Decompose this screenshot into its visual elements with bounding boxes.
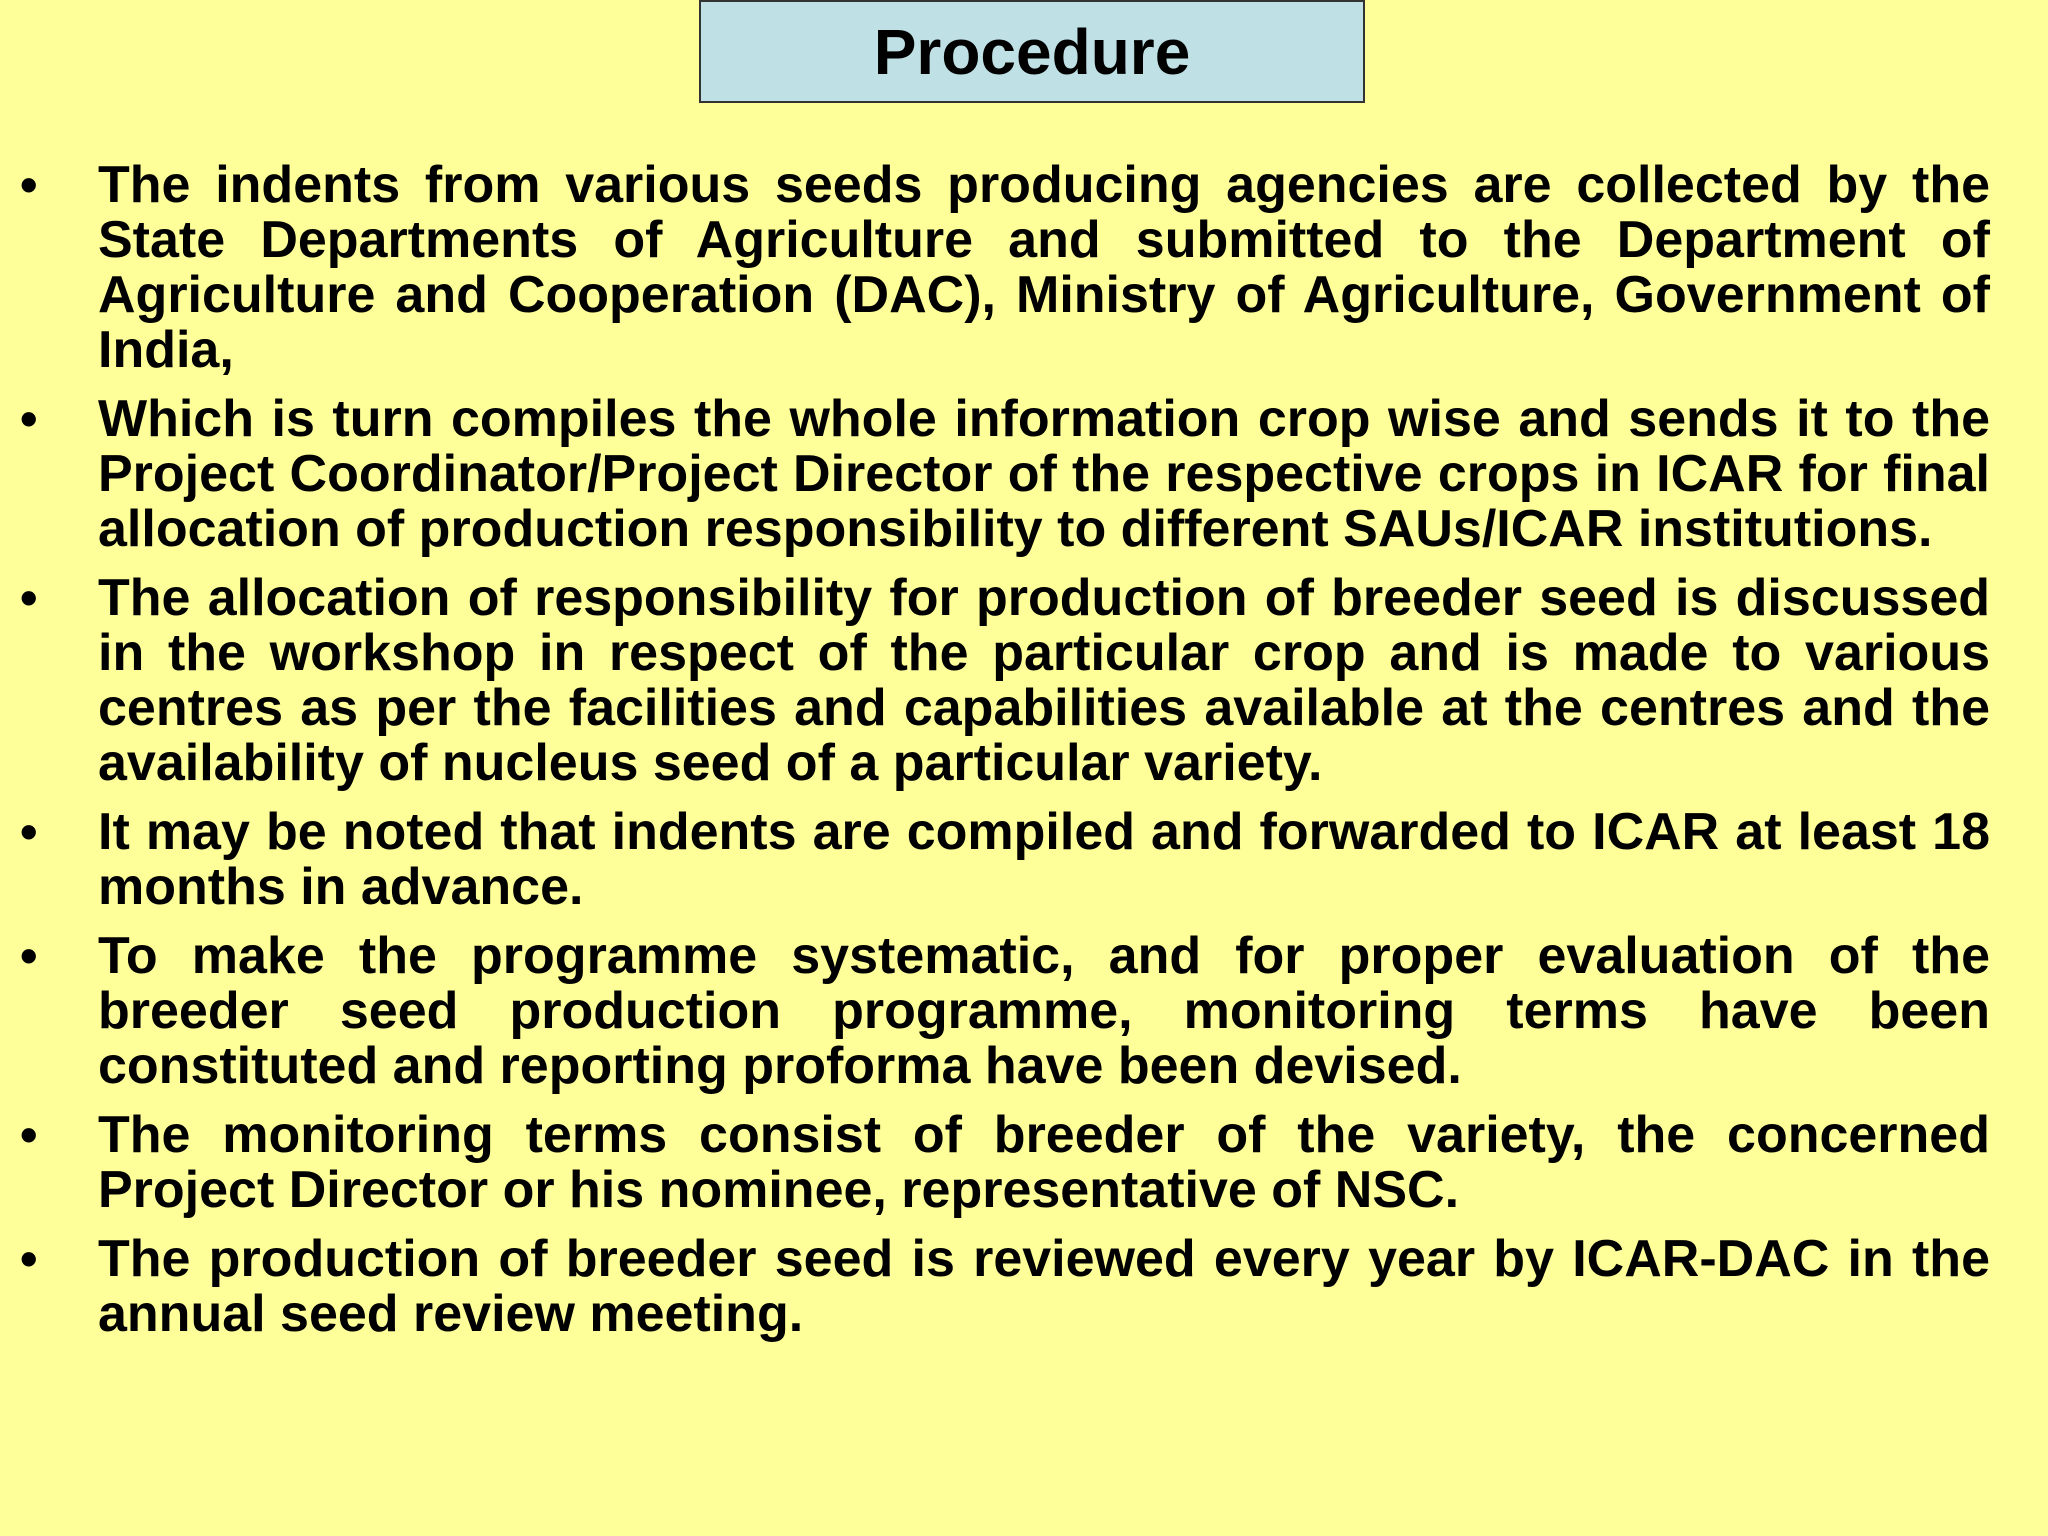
bullet-icon: • — [20, 804, 38, 860]
bullet-list — [0, 158, 2048, 1356]
bullet-text: It may be noted that indents are compiled and forwarded to ICAR at least 18 months in advance. — [98, 803, 1990, 916]
bullet-text: To make the programme systematic, and for proper evaluation of the breeder seed production programme, monitoring terms have been constituted and reporting proforma have been devised. — [98, 927, 1990, 1095]
bullet-icon: • — [20, 391, 38, 447]
bullet-icon: • — [20, 570, 38, 626]
list-item — [0, 929, 2048, 1094]
list-item — [0, 571, 2048, 791]
bullet-text: The allocation of responsibility for production of breeder seed is discussed in the workshop in respect of the particular crop and is made to various centres as per the facilities and capabilities available at the centres and the availability of nucleus seed of a particular variety. — [98, 569, 1990, 792]
bullet-icon: • — [20, 1107, 38, 1163]
list-item — [0, 1232, 2048, 1342]
bullet-text: The monitoring terms consist of breeder of the variety, the concerned Project Director or his nominee, representative of NSC. — [98, 1106, 1990, 1219]
slide-title: Procedure — [873, 15, 1191, 88]
title-box — [699, 0, 1365, 103]
bullet-icon: • — [20, 1231, 38, 1287]
bullet-text: The indents from various seeds producing agencies are collected by the State Departments of Agriculture and submitted to the Department of Agriculture and Cooperation (DAC), Ministry of Agriculture, Government of India, — [98, 156, 1990, 379]
bullet-text: The production of breeder seed is reviewed every year by ICAR-DAC in the annual seed review meeting. — [98, 1230, 1990, 1343]
list-item — [0, 805, 2048, 915]
list-item — [0, 392, 2048, 557]
bullet-icon: • — [20, 157, 38, 213]
list-item — [0, 158, 2048, 378]
bullet-text: Which is turn compiles the whole information crop wise and sends it to the Project Coordinator/Project Director of the respective crops in ICAR for final allocation of production responsibility to different SAUs/ICAR institutions. — [98, 390, 1990, 558]
bullet-icon: • — [20, 928, 38, 984]
list-item — [0, 1108, 2048, 1218]
